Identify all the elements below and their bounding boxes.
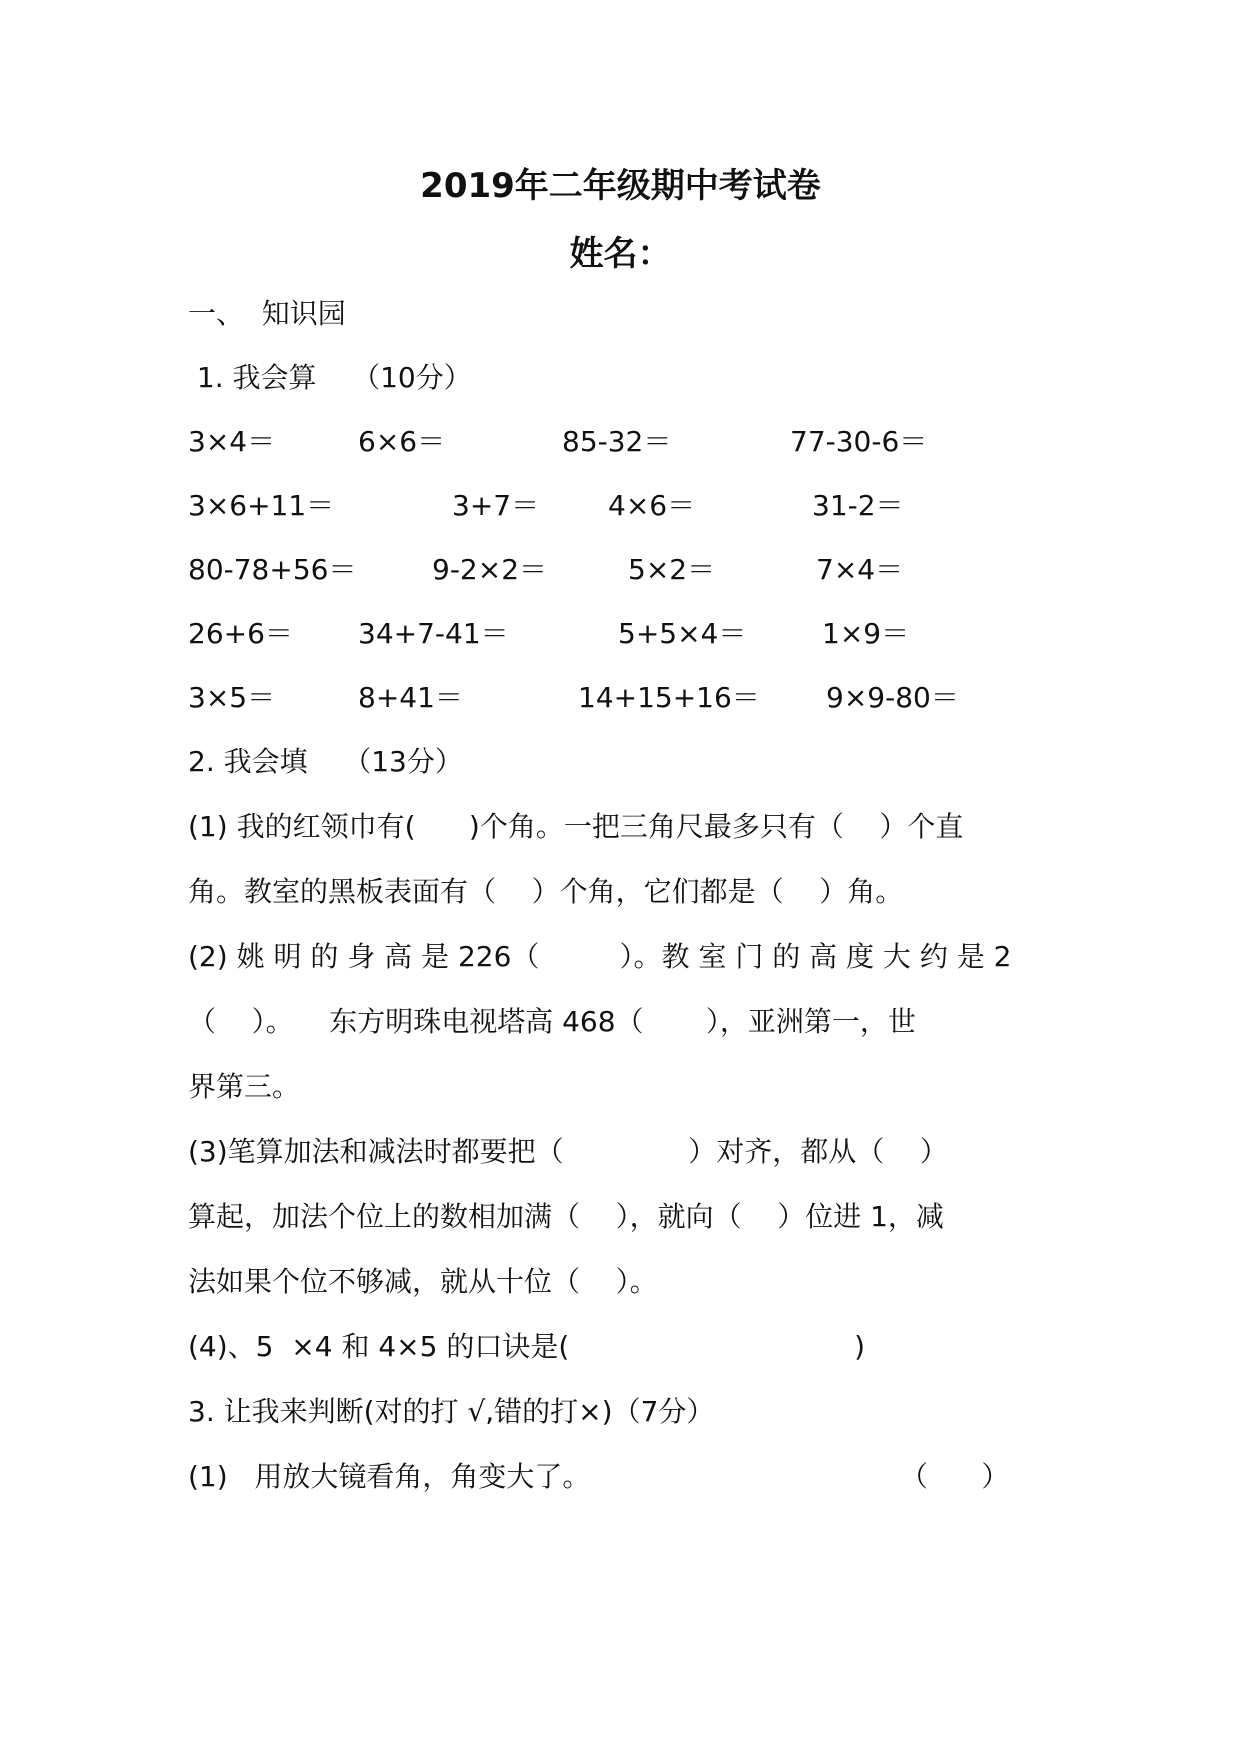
q3-heading: 3. 让我来判断(对的打 √,错的打×)（7分） (188, 1395, 715, 1428)
calc-item: 85-32＝ (562, 425, 672, 458)
calc-item: 26+6＝ (188, 617, 293, 650)
calc-item: 5×2＝ (628, 553, 716, 586)
fill-in-line: (3)笔算加法和减法时都要把（ ）对齐，都从（ ） (188, 1135, 948, 1168)
judge-item-answer-blank: （ ） (900, 1460, 1010, 1493)
q1-heading: 1. 我会算 （10分） (188, 361, 472, 394)
fill-in-line: 算起，加法个位上的数相加满（ ），就向（ ）位进 1，减 (188, 1200, 944, 1233)
exam-title: 2019年二年级期中考试卷 (420, 166, 821, 206)
calc-item: 34+7-41＝ (358, 617, 509, 650)
name-label: 姓名： (569, 234, 672, 274)
judge-item-text: (1) 用放大镜看角，角变大了。 (188, 1460, 591, 1493)
fill-in-line: (4)、5 ×4 和 4×5 的口诀是( ) (188, 1330, 866, 1363)
calc-item: 9×9-80＝ (826, 681, 959, 714)
calc-item: 9-2×2＝ (432, 553, 548, 586)
fill-in-line: （ ）。 东方明珠电视塔高 468（ ），亚洲第一，世 (188, 1005, 916, 1038)
calc-item: 4×6＝ (608, 489, 696, 522)
calc-item: 80-78+56＝ (188, 553, 357, 586)
calc-item: 3+7＝ (452, 489, 540, 522)
section-heading-knowledge: 一、 知识园 (188, 297, 346, 330)
calc-item: 14+15+16＝ (578, 681, 760, 714)
fill-in-line: 界第三。 (188, 1070, 301, 1103)
calc-item: 1×9＝ (822, 617, 910, 650)
calc-item: 31-2＝ (812, 489, 904, 522)
calc-item: 77-30-6＝ (790, 425, 928, 458)
calc-item: 7×4＝ (816, 553, 904, 586)
fill-in-line: (1) 我的红领巾有( )个角。一把三角尺最多只有（ ）个直 (188, 810, 964, 843)
calc-item: 3×4＝ (188, 425, 276, 458)
fill-in-line: (2) 姚 明 的 身 高 是 226（ ）。教 室 门 的 高 度 大 约 是 2 (188, 940, 1012, 973)
calc-item: 5+5×4＝ (618, 617, 747, 650)
calc-item: 3×6+11＝ (188, 489, 335, 522)
fill-in-line: 法如果个位不够减，就从十位（ ）。 (188, 1265, 658, 1298)
fill-in-line: 角。教室的黑板表面有（ ）个角，它们都是（ ）角。 (188, 875, 904, 908)
calc-item: 6×6＝ (358, 425, 446, 458)
calc-item: 3×5＝ (188, 681, 276, 714)
q2-heading: 2. 我会填 （13分） (188, 745, 463, 778)
calc-item: 8+41＝ (358, 681, 463, 714)
